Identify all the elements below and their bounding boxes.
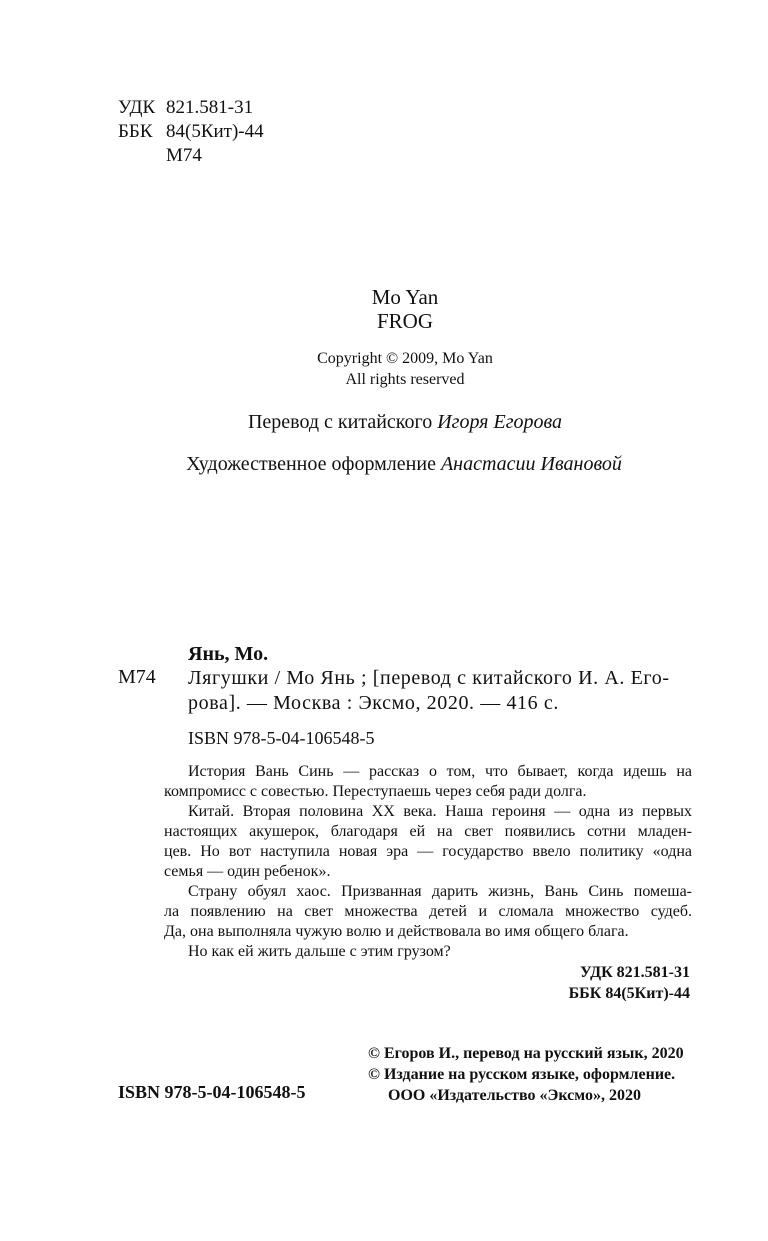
catalog-isbn: ISBN 978-5-04-106548-5 <box>188 728 375 748</box>
annotation-line: семья — один ребенок». <box>164 863 331 880</box>
bbk-value: 84(5Кит)-44 <box>166 121 264 142</box>
annotation-line: цев. Но вот наступила новая эра — государство ввело политику «одна <box>164 843 692 860</box>
bbk-label: ББК <box>118 121 153 142</box>
annotation-line: ла появлению на свет множества детей и сломала множество судеб. <box>164 903 692 920</box>
bbk-line <box>118 120 264 144</box>
catalog-entry-line: рова]. — Москва : Эксмо, 2020. — 416 с. <box>188 692 559 714</box>
catalog-entry <box>188 666 688 716</box>
annotation-line: Но как ей жить дальше с этим грузом? <box>188 943 451 960</box>
original-title: FROG <box>376 309 434 333</box>
annotation-line: Да, она выполняла чужую волю и действовала во имя общего блага. <box>164 923 629 940</box>
copyright-translation: © Егоров И., перевод на русский язык, 2020 <box>368 1045 684 1062</box>
annotation-line: настоящих акушерок, благодаря ей на свет появились сотни младен- <box>164 823 692 840</box>
udk-label: УДК <box>118 97 156 118</box>
translation-prefix: Перевод с китайского <box>247 411 433 433</box>
author-mark: М74 <box>166 145 202 166</box>
catalog-author-heading: Янь, Мо. <box>188 643 269 665</box>
udk-value: 821.581-31 <box>166 97 254 118</box>
original-copyright: Copyright © 2009, Mo Yan <box>317 350 493 367</box>
annotation-line: Китай. Вторая половина XX века. Наша героиня — одна из первых <box>188 803 692 820</box>
annotation <box>164 762 692 962</box>
rights-reserved: All rights reserved <box>345 371 465 388</box>
isbn-main: ISBN 978-5-04-106548-5 <box>118 1082 306 1102</box>
catalog-bbk: ББК 84(5Кит)-44 <box>568 985 690 1002</box>
translation-credit <box>0 410 768 434</box>
design-credit <box>0 452 768 476</box>
copyright-publisher: ООО «Издательство «Эксмо», 2020 <box>388 1087 641 1104</box>
translator-name: Игоря Егорова <box>437 411 563 433</box>
catalog-entry-line: Лягушки / Мо Янь ; [перевод с китайского И. А. Его- <box>188 667 670 689</box>
designer-name: Анастасии Ивановой <box>440 453 622 475</box>
annotation-line: компромисс с совестью. Переступаешь через себя ради долга. <box>164 783 587 800</box>
udk-line <box>118 96 253 120</box>
annotation-line: История Вань Синь — рассказ о том, что бывает, когда идешь на <box>188 763 692 780</box>
catalog-code: М74 <box>118 666 156 688</box>
original-author: Mo Yan <box>371 285 439 309</box>
design-prefix: Художественное оформление <box>186 453 436 475</box>
copyright-edition: © Издание на русском языке, оформление. <box>368 1066 676 1083</box>
annotation-line: Страну обуял хаос. Призванная дарить жизнь, Вань Синь помеша- <box>188 883 692 900</box>
copyright-notice <box>368 1043 684 1106</box>
catalog-indexes <box>569 962 690 1004</box>
catalog-udk: УДК 821.581-31 <box>579 964 690 981</box>
